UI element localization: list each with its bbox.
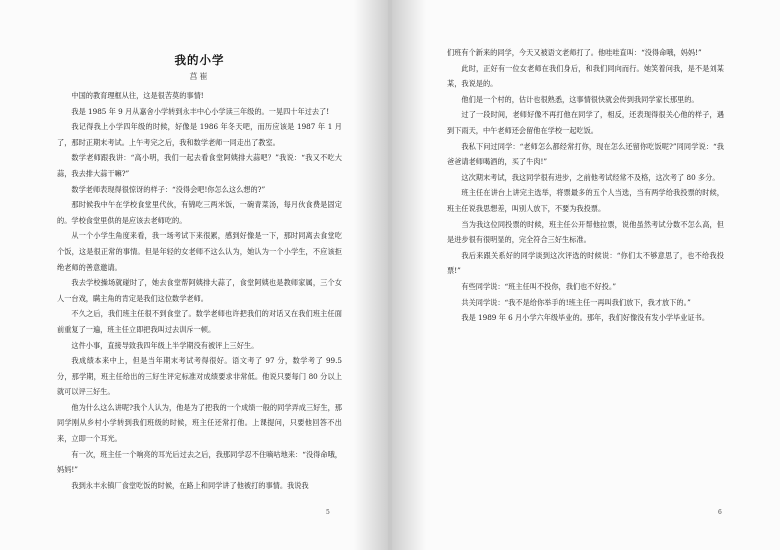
paragraph: 这次期末考试，我这同学很有进步，之前他考试经常不及格，这次考了 80 多分。 (461, 172, 720, 182)
paragraph: 他们是一个村的，估计也很熟悉，这事情很快就会传到我同学家长那里的。 (461, 94, 699, 104)
page-gutter-shadow (392, 0, 426, 550)
page-number: 6 (718, 509, 722, 516)
paragraph: 这件小事，直接导致我四年级上半学期没有被评上三好生。 (71, 340, 259, 350)
paragraph: 此时，正好有一位女老师在我们身后，和我们同向而行。她笑着问我，是不是刘某某，我说是的。 (447, 63, 724, 89)
paragraph: 班主任在讲台上讲完主选举，将票最多的五个人当选，当有两学给我投票的时候，班主任说我思想差，叫别人放下，不要为我投票。 (447, 188, 724, 213)
paragraph: 我是 1989 年 6 月小学六年级毕业的。那年，我们好像没有发小学毕业证书。 (461, 313, 710, 323)
paragraph: 当为我这位同投票的时候，班主任公开帮他拉票，说他虽然考试分数不怎么高，但是进步很有很明显的，完全符合三好生标准。 (447, 219, 724, 245)
paragraph: 中国的教育理框从往，这是很苦莫的事情! (71, 91, 204, 100)
paragraph: 我后来跟关系好的同学谈到这次评选的时候说：“你们太不够意思了，也不给我投票!” (447, 250, 724, 276)
paragraph: 数学老师表现得很惊讶的样子：“没得会吧!你怎么这么想的?” (71, 184, 266, 194)
paragraph: 们班有个新来的同学，今天又被语文老师打了。他哇哇直叫：“没得命哦，妈妈!” (447, 48, 702, 57)
paragraph: 数学老师跟我讲：“高小明，我们一起去看食堂阿姨排大蒜吧？”我说：“我又不吃大蒜，我去排大蒜干嘛?” (57, 153, 342, 178)
paragraph: 那时候我中午在学校食堂里代伙，有锦吃三两米饭，一碗青菜汤，每月伙食费是固定的。学校食堂里供的是应该去老师吃的。 (57, 200, 342, 225)
page-gutter-shadow (354, 0, 388, 550)
left-page (0, 0, 388, 550)
paragraph: 我去学校操场就碰时了，她去食堂帮阿姨排大蒜了，食堂阿姨也是教师家属，三个女人一台戏，瞒主角的肯定是我们这位数学老师。 (57, 278, 342, 303)
paragraph: 我记得我上小学四年级的时候，好像是 1986 年冬天吧，而历应该是 1987 年 1 月了，那时正期末考试。上午考完之后，我和数学老师一同走出了教室。 (57, 122, 342, 147)
right-page (392, 0, 780, 550)
paragraph: 共关同学说：“我不是给你举手的!班主任一再叫我们放下，我才放下的。” (461, 297, 691, 307)
paragraph: 我是 1985 年 9 月从嘉舍小学转到永丰中心小学读三年级的。一晃四十年过去了! (71, 106, 330, 116)
article-title: 我的小学 (174, 53, 225, 67)
article-author: 莒崔 (189, 72, 210, 81)
paragraph: 不久之后，我们班主任很不到食堂了。数学老师也许把我们的对话又在我们班主任面前重复了一遍，班主任立即把我叫过去训斥一顿。 (57, 309, 342, 334)
paragraph: 过了一段时间，老师好像不再打他在同学了，相反，还表现得很关心他的样子，遇到下雨天，中午老师还会留他在学校一起吃饭。 (447, 110, 724, 135)
paragraph: 从一个小学生角度来看，我一场考试下来很累，感到好像是一下，那时同离去食堂吃个饭，这是很正常的事情。但是年轻的女老师不这么认为，她认为一个小学生，不应该拒绝老师的善意邀请。 (57, 231, 342, 272)
paragraph: 我成绩本来中上，但是当年期末考试考得很好。语文考了 97 分，数学考了 99.5 分，那学期，班主任给出的三好生评定标准对成绩要求非常低。他说只要每门 80 分以上就可以评三好生。 (57, 356, 342, 397)
paragraph: 有些同学说：“班主任叫不投你，我们也不好投。” (461, 281, 617, 291)
page-number: 5 (326, 509, 330, 516)
paragraph: 他为什么这么讲呢?我个人认为，他是为了把我的一个成绩一般的同学弄成三好生，那同学刚从乡村小学转到我们班级的时候，班主任还常打他。上课提问，只要他回答不出来，立即一个耳光。 (57, 402, 342, 444)
paragraph: 有一次，班主任一个响亮的耳光后过去之后，我那同学忍不住嘀咕地来：“没得命哦，妈妈!” (57, 449, 342, 475)
paragraph: 我到永丰永镇厂食堂吃饭的时候，在路上和同学讲了他被打的事情。我说我 (71, 480, 309, 490)
paragraph: 我私下问过同学：“老师怎么都经常打你，现在怎么还留你吃饭呢?”同同学说：“我爸爸请老师喝酒的，买了牛肉!” (447, 141, 724, 167)
